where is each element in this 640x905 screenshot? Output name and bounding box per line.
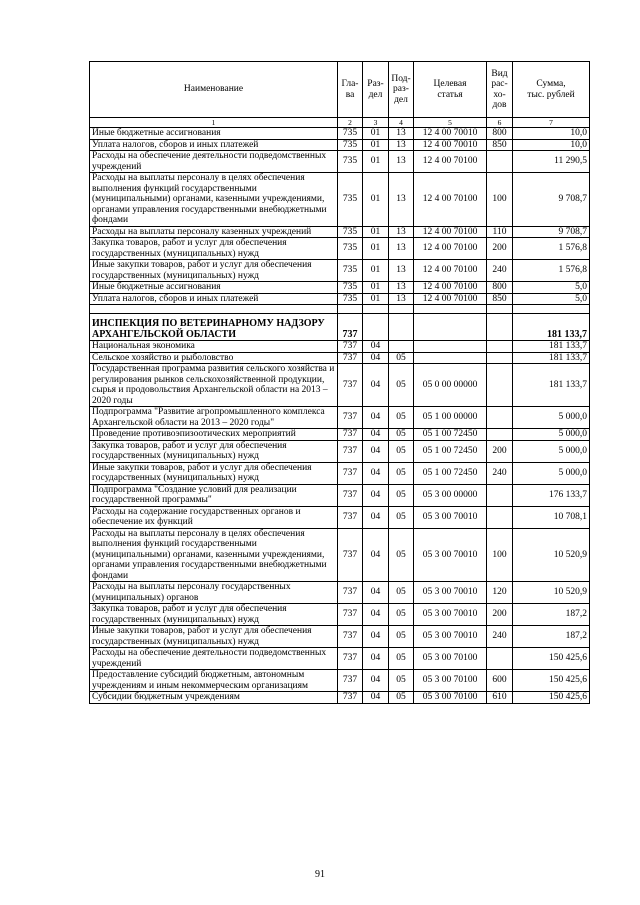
row-name: Предоставление субсидий бюджетным, автономным учреждениям и иным некоммерческим организациям (90, 670, 338, 692)
row-name: Расходы на содержание государственных органов и обеспечение их функций (90, 506, 338, 528)
row-name: Подпрограмма "Развитие агропромышленного комплекса Архангельской области на 2013 – 2020 годы" (90, 407, 338, 429)
table-row (90, 440, 590, 462)
row-target-article (414, 352, 487, 364)
row-sum: 181 133,7 (513, 352, 590, 364)
row-section: 01 (363, 260, 389, 282)
row-subsection: 05 (389, 506, 414, 528)
row-chapter: 735 (338, 139, 363, 151)
row-subsection: 05 (389, 528, 414, 582)
row-name: Расходы на выплаты персоналу государственных (муниципальных) органов (90, 582, 338, 604)
row-section: 01 (363, 151, 389, 173)
row-target-article: 05 3 00 70010 (414, 582, 487, 604)
row-target-article: 05 3 00 70100 (414, 648, 487, 670)
table-row (90, 670, 590, 692)
row-expense-type (487, 341, 513, 353)
row-target-article: 12 4 00 70100 (414, 238, 487, 260)
row-section: 04 (363, 604, 389, 626)
row-chapter: 737 (338, 314, 363, 341)
table-row (90, 484, 590, 506)
row-subsection: 05 (389, 440, 414, 462)
row-expense-type (487, 484, 513, 506)
row-section (363, 314, 389, 341)
row-subsection: 05 (389, 364, 414, 407)
row-expense-type (487, 506, 513, 528)
empty-cell (513, 305, 590, 314)
row-name: Субсидии бюджетным учреждениям (90, 692, 338, 704)
table-row (90, 139, 590, 151)
row-expense-type (487, 352, 513, 364)
row-subsection: 13 (389, 260, 414, 282)
row-expense-type (487, 314, 513, 341)
row-expense-type: 200 (487, 604, 513, 626)
budget-table (89, 61, 590, 704)
table-row (90, 626, 590, 648)
row-subsection: 05 (389, 407, 414, 429)
row-subsection: 05 (389, 692, 414, 704)
row-expense-type: 240 (487, 260, 513, 282)
row-sum: 1 576,8 (513, 260, 590, 282)
row-subsection: 13 (389, 238, 414, 260)
row-name: Расходы на выплаты персоналу в целях обеспечения выполнения функций государственными (муниципальными) органами, казенными учреждениями, органами управления государственными внебюджетными фондами (90, 173, 338, 227)
table-row (90, 528, 590, 582)
row-sum: 5 000,0 (513, 462, 590, 484)
row-subsection: 05 (389, 582, 414, 604)
row-chapter: 737 (338, 440, 363, 462)
row-chapter: 735 (338, 128, 363, 140)
row-expense-type: 110 (487, 226, 513, 238)
row-name: Государственная программа развития сельского хозяйства и регулирования рынков сельскохозяйственной продукции, сырья и продовольствия Архангельской области на 2013 – 2020 годы (90, 364, 338, 407)
empty-cell (90, 305, 338, 314)
row-name: Расходы на обеспечение деятельности подведомственных учреждений (90, 648, 338, 670)
row-expense-type: 800 (487, 282, 513, 294)
row-name: Сельское хозяйство и рыболовство (90, 352, 338, 364)
row-chapter: 735 (338, 282, 363, 294)
col-number: 7 (513, 118, 590, 128)
row-name: Иные закупки товаров, работ и услуг для обеспечения государственных (муниципальных) нужд (90, 260, 338, 282)
row-section: 04 (363, 364, 389, 407)
row-sum: 176 133,7 (513, 484, 590, 506)
table-row (90, 364, 590, 407)
row-name: Расходы на выплаты персоналу казенных учреждений (90, 226, 338, 238)
row-chapter: 737 (338, 604, 363, 626)
row-name: Расходы на выплаты персоналу в целях обеспечения выполнения функций государственными (муниципальными) органами, казенными учреждениями, органами управления государственными внебюджетными фондами (90, 528, 338, 582)
row-subsection: 13 (389, 226, 414, 238)
row-chapter: 735 (338, 260, 363, 282)
row-chapter: 737 (338, 352, 363, 364)
row-name: Иные бюджетные ассигнования (90, 128, 338, 140)
row-chapter: 735 (338, 226, 363, 238)
row-expense-type (487, 364, 513, 407)
row-expense-type: 600 (487, 670, 513, 692)
row-subsection: 13 (389, 139, 414, 151)
row-section: 01 (363, 293, 389, 305)
row-name: Уплата налогов, сборов и иных платежей (90, 139, 338, 151)
table-row (90, 293, 590, 305)
row-name: Проведение противоэпизоотических мероприятий (90, 429, 338, 441)
row-chapter: 735 (338, 151, 363, 173)
table-body (90, 128, 590, 704)
row-subsection: 13 (389, 151, 414, 173)
row-sum: 5,0 (513, 293, 590, 305)
row-section: 04 (363, 407, 389, 429)
col-header-subsection: Под- раз- дел (389, 62, 414, 118)
row-expense-type: 200 (487, 238, 513, 260)
row-section: 04 (363, 528, 389, 582)
row-section: 01 (363, 226, 389, 238)
row-expense-type (487, 429, 513, 441)
row-chapter: 737 (338, 407, 363, 429)
row-chapter: 737 (338, 692, 363, 704)
row-sum: 181 133,7 (513, 341, 590, 353)
table-row (90, 407, 590, 429)
row-chapter: 735 (338, 238, 363, 260)
row-target-article: 12 4 00 70100 (414, 282, 487, 294)
row-section: 04 (363, 670, 389, 692)
row-target-article: 12 4 00 70100 (414, 293, 487, 305)
row-target-article: 12 4 00 70100 (414, 151, 487, 173)
header-row (90, 62, 590, 118)
col-number: 4 (389, 118, 414, 128)
section-header-row (90, 314, 590, 341)
row-name: Закупка товаров, работ и услуг для обеспечения государственных (муниципальных) нужд (90, 604, 338, 626)
row-target-article: 12 4 00 70010 (414, 128, 487, 140)
row-expense-type: 200 (487, 440, 513, 462)
row-subsection: 05 (389, 648, 414, 670)
row-name: Закупка товаров, работ и услуг для обеспечения государственных (муниципальных) нужд (90, 440, 338, 462)
table-row (90, 604, 590, 626)
row-target-article: 05 3 00 70010 (414, 506, 487, 528)
row-subsection: 05 (389, 429, 414, 441)
row-chapter: 737 (338, 429, 363, 441)
row-sum: 9 708,7 (513, 173, 590, 227)
row-sum: 150 425,6 (513, 648, 590, 670)
row-subsection: 05 (389, 484, 414, 506)
row-chapter: 735 (338, 293, 363, 305)
row-subsection: 05 (389, 462, 414, 484)
row-sum: 181 133,7 (513, 364, 590, 407)
table-row (90, 151, 590, 173)
row-sum: 187,2 (513, 604, 590, 626)
empty-cell (389, 305, 414, 314)
col-header-expense-type: Вид рас- хо- дов (487, 62, 513, 118)
row-sum: 150 425,6 (513, 692, 590, 704)
row-section: 04 (363, 352, 389, 364)
row-section: 01 (363, 238, 389, 260)
row-chapter: 737 (338, 528, 363, 582)
row-name: Национальная экономика (90, 341, 338, 353)
row-target-article: 05 3 00 00000 (414, 484, 487, 506)
row-chapter: 737 (338, 484, 363, 506)
col-header-section: Раз- дел (363, 62, 389, 118)
row-target-article: 12 4 00 70100 (414, 226, 487, 238)
row-section: 01 (363, 282, 389, 294)
row-sum: 9 708,7 (513, 226, 590, 238)
row-name: ИНСПЕКЦИЯ ПО ВЕТЕРИНАРНОМУ НАДЗОРУ АРХАНГЕЛЬСКОЙ ОБЛАСТИ (90, 314, 338, 341)
row-subsection: 13 (389, 282, 414, 294)
empty-cell (414, 305, 487, 314)
row-section: 04 (363, 440, 389, 462)
row-target-article: 05 0 00 00000 (414, 364, 487, 407)
col-number: 1 (90, 118, 338, 128)
row-target-article: 05 1 00 00000 (414, 407, 487, 429)
table-row (90, 226, 590, 238)
table-row (90, 429, 590, 441)
row-section: 04 (363, 506, 389, 528)
row-expense-type: 120 (487, 582, 513, 604)
col-number: 3 (363, 118, 389, 128)
row-expense-type (487, 407, 513, 429)
row-sum: 187,2 (513, 626, 590, 648)
row-sum: 10 520,9 (513, 582, 590, 604)
row-target-article: 12 4 00 70100 (414, 260, 487, 282)
row-target-article: 05 1 00 72450 (414, 440, 487, 462)
row-chapter: 737 (338, 670, 363, 692)
row-subsection: 13 (389, 128, 414, 140)
col-header-name: Наименование (90, 62, 338, 118)
row-chapter: 737 (338, 341, 363, 353)
col-number: 2 (338, 118, 363, 128)
row-sum: 181 133,7 (513, 314, 590, 341)
row-expense-type: 100 (487, 528, 513, 582)
col-header-target: Целевая статья (414, 62, 487, 118)
row-subsection: 05 (389, 604, 414, 626)
empty-cell (487, 305, 513, 314)
page-number: 91 (315, 869, 325, 880)
row-name: Иные закупки товаров, работ и услуг для обеспечения государственных (муниципальных) нужд (90, 626, 338, 648)
row-section: 04 (363, 626, 389, 648)
row-section: 01 (363, 173, 389, 227)
table-row (90, 692, 590, 704)
row-target-article: 05 1 00 72450 (414, 429, 487, 441)
table-row (90, 128, 590, 140)
row-sum: 11 290,5 (513, 151, 590, 173)
table-row (90, 506, 590, 528)
row-sum: 10 708,1 (513, 506, 590, 528)
row-sum: 5 000,0 (513, 429, 590, 441)
row-expense-type: 100 (487, 173, 513, 227)
row-target-article (414, 341, 487, 353)
row-subsection: 05 (389, 352, 414, 364)
row-expense-type: 240 (487, 462, 513, 484)
table-row (90, 648, 590, 670)
empty-cell (338, 305, 363, 314)
row-subsection: 05 (389, 670, 414, 692)
row-target-article: 05 3 00 70100 (414, 692, 487, 704)
row-sum: 1 576,8 (513, 238, 590, 260)
table-row (90, 582, 590, 604)
table-row (90, 173, 590, 227)
col-number: 6 (487, 118, 513, 128)
row-section: 04 (363, 692, 389, 704)
row-section: 01 (363, 139, 389, 151)
table-row (90, 462, 590, 484)
row-chapter: 737 (338, 462, 363, 484)
row-target-article: 05 3 00 70010 (414, 528, 487, 582)
row-name: Расходы на обеспечение деятельности подведомственных учреждений (90, 151, 338, 173)
spacer-row (90, 305, 590, 314)
row-section: 04 (363, 429, 389, 441)
table-row (90, 341, 590, 353)
row-expense-type (487, 151, 513, 173)
table-row (90, 352, 590, 364)
row-target-article: 12 4 00 70100 (414, 173, 487, 227)
row-subsection: 05 (389, 626, 414, 648)
row-name: Закупка товаров, работ и услуг для обеспечения государственных (муниципальных) нужд (90, 238, 338, 260)
row-sum: 5,0 (513, 282, 590, 294)
row-name: Иные бюджетные ассигнования (90, 282, 338, 294)
table-header (90, 62, 590, 128)
row-chapter: 737 (338, 582, 363, 604)
row-sum: 10,0 (513, 128, 590, 140)
row-sum: 5 000,0 (513, 440, 590, 462)
row-name: Иные закупки товаров, работ и услуг для обеспечения государственных (муниципальных) нужд (90, 462, 338, 484)
row-chapter: 737 (338, 626, 363, 648)
row-target-article: 05 1 00 72450 (414, 462, 487, 484)
row-sum: 5 000,0 (513, 407, 590, 429)
row-subsection (389, 314, 414, 341)
row-expense-type: 850 (487, 139, 513, 151)
row-chapter: 737 (338, 364, 363, 407)
row-subsection (389, 341, 414, 353)
col-number: 5 (414, 118, 487, 128)
row-subsection: 13 (389, 293, 414, 305)
row-name: Подпрограмма "Создание условий для реализации государственной программы" (90, 484, 338, 506)
row-expense-type: 240 (487, 626, 513, 648)
row-target-article: 05 3 00 70010 (414, 626, 487, 648)
col-header-chapter: Гла- ва (338, 62, 363, 118)
row-expense-type: 610 (487, 692, 513, 704)
row-section: 01 (363, 128, 389, 140)
row-section: 04 (363, 648, 389, 670)
row-subsection: 13 (389, 173, 414, 227)
table-row (90, 260, 590, 282)
row-sum: 10 520,9 (513, 528, 590, 582)
row-section: 04 (363, 341, 389, 353)
col-header-sum: Сумма, тыс. рублей (513, 62, 590, 118)
row-name: Уплата налогов, сборов и иных платежей (90, 293, 338, 305)
row-target-article: 12 4 00 70010 (414, 139, 487, 151)
row-sum: 150 425,6 (513, 670, 590, 692)
row-section: 04 (363, 582, 389, 604)
row-sum: 10,0 (513, 139, 590, 151)
row-section: 04 (363, 484, 389, 506)
table-row (90, 282, 590, 294)
row-target-article: 05 3 00 70100 (414, 670, 487, 692)
row-chapter: 735 (338, 173, 363, 227)
row-chapter: 737 (338, 648, 363, 670)
row-target-article (414, 314, 487, 341)
table-row (90, 238, 590, 260)
row-expense-type: 850 (487, 293, 513, 305)
column-number-row (90, 118, 590, 128)
empty-cell (363, 305, 389, 314)
row-expense-type: 800 (487, 128, 513, 140)
row-target-article: 05 3 00 70010 (414, 604, 487, 626)
row-section: 04 (363, 462, 389, 484)
row-chapter: 737 (338, 506, 363, 528)
row-expense-type (487, 648, 513, 670)
